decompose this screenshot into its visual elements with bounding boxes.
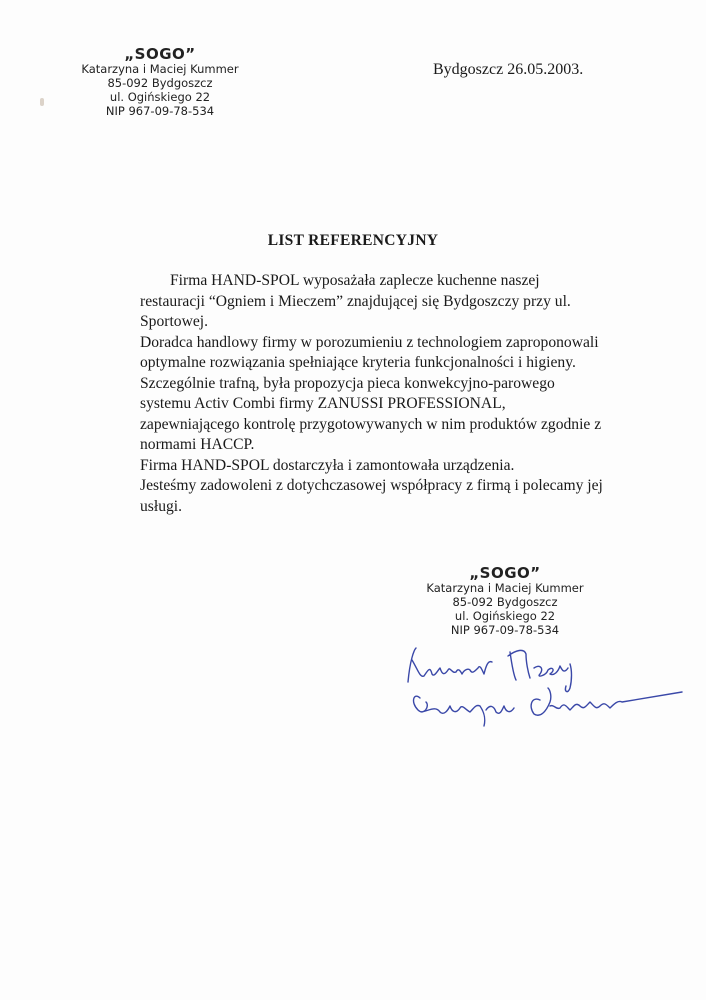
letter-body	[140, 271, 620, 517]
paper-speck	[40, 98, 44, 106]
body-line: optymalne rozwiązania spełniające kryteria funkcjonalności i higieny.	[140, 354, 576, 371]
body-line: Firma HAND-SPOL wyposażała zaplecze kuchenne naszej	[170, 272, 540, 289]
body-line: restauracji “Ogniem i Mieczem” znajdującej się Bydgoszczy przy ul.	[140, 292, 571, 310]
company-stamp-bottom	[415, 565, 595, 637]
stamp-postal: 85-092 Bydgoszcz	[107, 76, 213, 90]
stamp-owners: Katarzyna i Maciej Kummer	[426, 581, 584, 595]
stamp-street: ul. Ogińskiego 22	[454, 609, 556, 623]
signature-katarzyna	[414, 688, 682, 726]
signature-maciej	[408, 648, 572, 692]
stamp-company-name: „SOGO”	[124, 45, 196, 63]
stamp-company-name: „SOGO”	[469, 564, 541, 582]
handwritten-signatures	[400, 640, 690, 730]
body-line: Firma HAND-SPOL dostarczyła i zamontowała urządzenia.	[140, 456, 515, 474]
stamp-nip: NIP 967-09-78-534	[450, 623, 560, 637]
body-line: zapewniającego kontrolę przygotowywanych w nim produktów zgodnie z	[140, 415, 602, 433]
body-line: Szczególnie trafną, była propozycja pieca konwekcyjno-parowego	[140, 374, 555, 392]
body-line: usługi.	[140, 497, 183, 515]
stamp-street: ul. Ogińskiego 22	[109, 90, 211, 104]
body-line: Sportowej.	[140, 313, 209, 330]
body-line: Jesteśmy zadowoleni z dotychczasowej współpracy z firmą i polecamy jej	[140, 477, 603, 494]
company-stamp-top	[70, 46, 250, 118]
place-and-date: Bydgoszcz 26.05.2003.	[433, 61, 584, 78]
document-title: LIST REFERENCYJNY	[267, 232, 439, 249]
body-line: systemu Activ Combi firmy ZANUSSI PROFESSIONAL,	[140, 395, 506, 412]
stamp-nip: NIP 967-09-78-534	[105, 104, 215, 118]
body-line: Doradca handlowy firmy w porozumieniu z technologiem zaproponowali	[140, 333, 599, 351]
stamp-owners: Katarzyna i Maciej Kummer	[81, 62, 239, 76]
body-line: normami HACCP.	[140, 436, 255, 453]
stamp-postal: 85-092 Bydgoszcz	[452, 595, 558, 609]
